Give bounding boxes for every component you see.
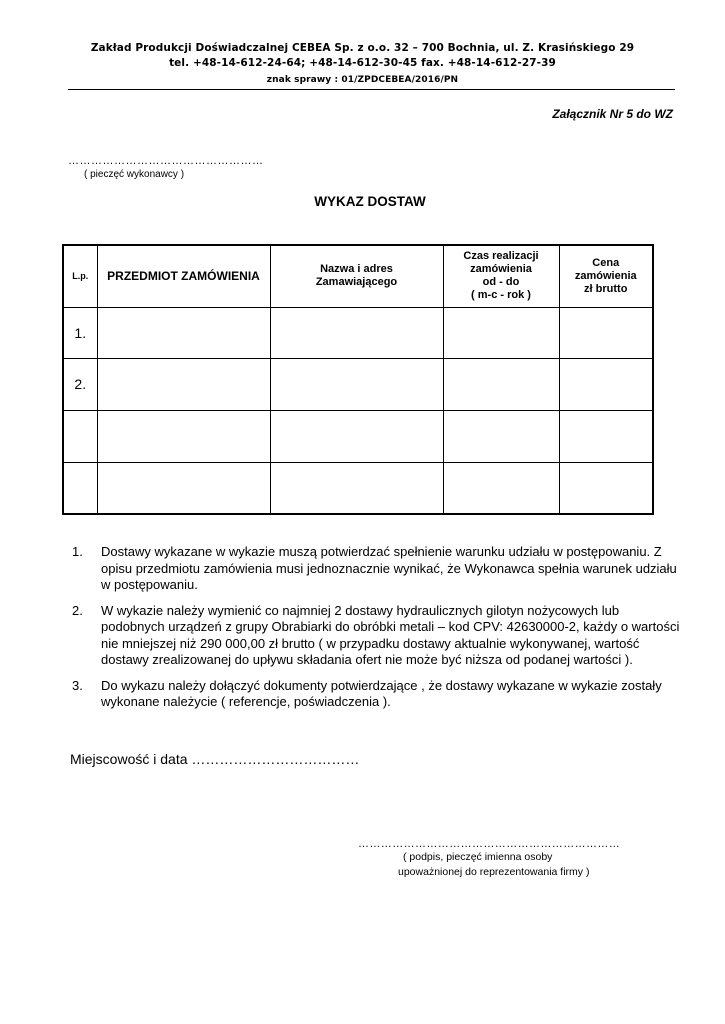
col-time-header-line: ( m-c - rok ) bbox=[471, 289, 531, 302]
cell-subject[interactable] bbox=[97, 462, 270, 514]
col-time-header-line: Czas realizacji bbox=[463, 250, 539, 263]
company-header-line: Zakład Produkcji Doświadczalnej CEBEA Sp. z o.o. 32 – 700 Bochnia, ul. Z. Krasińskiego 29 bbox=[90, 42, 635, 54]
table-row bbox=[63, 358, 653, 410]
cell-time[interactable] bbox=[443, 462, 559, 514]
deliveries-table bbox=[62, 244, 654, 515]
col-time-header-line: zamówienia bbox=[470, 263, 532, 276]
note-number: 3. bbox=[72, 677, 83, 693]
cell-time[interactable] bbox=[443, 358, 559, 410]
row-number: 1. bbox=[63, 307, 97, 358]
notes-list bbox=[70, 544, 680, 720]
col-client-header-line: Zamawiającego bbox=[315, 276, 398, 289]
cell-client[interactable] bbox=[270, 307, 443, 358]
cell-client[interactable] bbox=[270, 410, 443, 462]
col-client-header bbox=[270, 245, 443, 307]
note-text: Do wykazu należy dołączyć dokumenty potwierdzające , że dostawy wykazane w wykazie zostały wykonane należycie ( referencje, poświadczenia ). bbox=[101, 677, 662, 709]
cell-price[interactable] bbox=[559, 462, 653, 514]
table-row bbox=[63, 410, 653, 462]
table-header-row bbox=[63, 245, 653, 307]
col-client-header-line: Nazwa i adres bbox=[320, 263, 393, 276]
row-number bbox=[63, 462, 97, 514]
signature-label-line1: ( podpis, pieczęć imienna osoby bbox=[403, 851, 553, 863]
cell-subject[interactable] bbox=[97, 307, 270, 358]
cell-time[interactable] bbox=[443, 307, 559, 358]
case-reference: znak sprawy : 01/ZPDCEBEA/2016/PN bbox=[266, 75, 459, 85]
signature-label-line2: upoważnionej do reprezentowania firmy ) bbox=[398, 866, 590, 878]
note-item bbox=[70, 544, 680, 594]
table-row bbox=[63, 307, 653, 358]
place-and-date: Miejscowość i data ……………………………… bbox=[70, 751, 360, 767]
cell-client[interactable] bbox=[270, 358, 443, 410]
cell-price[interactable] bbox=[559, 410, 653, 462]
col-price-header-line: zamówienia bbox=[574, 269, 637, 282]
contractor-stamp-label: ( pieczęć wykonawcy ) bbox=[84, 169, 185, 180]
col-lp-header: L.p. bbox=[63, 245, 97, 307]
company-contact-line: tel. +48-14-612-24-64; +48-14-612-30-45 fax. +48-14-612-27-39 bbox=[169, 57, 556, 69]
row-number bbox=[63, 410, 97, 462]
note-text: Dostawy wykazane w wykazie muszą potwierdzać spełnienie warunku udziału w postępowaniu. Z opisu przedmiotu zamówienia musi jednoznacznie wynikać, że Wykonawca spełnia warunek udziału w postępowaniu. bbox=[101, 544, 677, 592]
contractor-stamp-dots: …………………………………………… bbox=[68, 155, 264, 167]
col-price-header-line: Cena bbox=[592, 256, 620, 269]
note-number: 1. bbox=[72, 544, 83, 559]
cell-price[interactable] bbox=[559, 307, 653, 358]
note-number: 2. bbox=[72, 602, 83, 618]
cell-subject[interactable] bbox=[97, 358, 270, 410]
col-price-header-line: zł brutto bbox=[584, 282, 628, 295]
table-row bbox=[63, 462, 653, 514]
note-item bbox=[70, 603, 680, 669]
note-item bbox=[70, 678, 680, 711]
cell-time[interactable] bbox=[443, 410, 559, 462]
cell-subject[interactable] bbox=[97, 410, 270, 462]
page-title: WYKAZ DOSTAW bbox=[314, 194, 426, 209]
cell-price[interactable] bbox=[559, 358, 653, 410]
attachment-label: Załącznik Nr 5 do WZ bbox=[552, 107, 673, 121]
col-subject-header: PRZEDMIOT ZAMÓWIENIA bbox=[97, 245, 270, 307]
row-number: 2. bbox=[63, 358, 97, 410]
signature-dots: …………………………………………………………… bbox=[358, 838, 621, 850]
cell-client[interactable] bbox=[270, 462, 443, 514]
note-text: W wykazie należy wymienić co najmniej 2 dostawy hydraulicznych gilotyn nożycowych lub podobnych urządzeń z grupy Obrabiarki do obróbki metali – kod CPV: 42630000-2, każdy o wartości nie mniejszej niż 290 000,00 zł brutto ( w przypadku dostawy aktualnie wykonywanej, wartość dostawy zrealizowanej do upływu składania ofert nie może być niższa od podanej wartości ). bbox=[101, 602, 680, 667]
header-divider bbox=[68, 89, 675, 90]
col-time-header-line: od - do bbox=[482, 276, 520, 289]
col-time-header bbox=[443, 245, 559, 307]
col-price-header bbox=[559, 245, 653, 307]
